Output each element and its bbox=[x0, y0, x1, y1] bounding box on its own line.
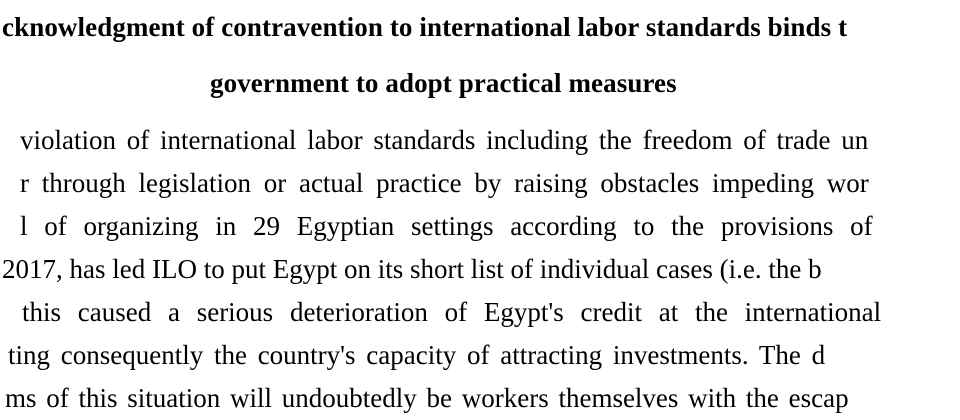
body-line-4: 2017, has led ILO to put Egypt on its short list of individual cases (i.e. the b bbox=[2, 254, 822, 284]
body-line-2: r through legislation or actual practice by raising obstacles impeding wor bbox=[20, 168, 869, 198]
body-line-5: this caused a serious deterioration of Egypt's credit at the international bbox=[22, 297, 882, 327]
heading-line-1: cknowledgment of contravention to international labor standards binds t bbox=[2, 12, 848, 42]
body-line-1: violation of international labor standards including the freedom of trade un bbox=[20, 125, 869, 155]
body-line-6: ting consequently the country's capacity of attracting investments. The d bbox=[8, 340, 826, 370]
body-line-3: l of organizing in 29 Egyptian settings according to the provisions of bbox=[20, 211, 873, 241]
heading-line-2: government to adopt practical measures bbox=[210, 68, 677, 98]
body-line-7: ms of this situation will undoubtedly be workers themselves with the escap bbox=[5, 383, 849, 413]
